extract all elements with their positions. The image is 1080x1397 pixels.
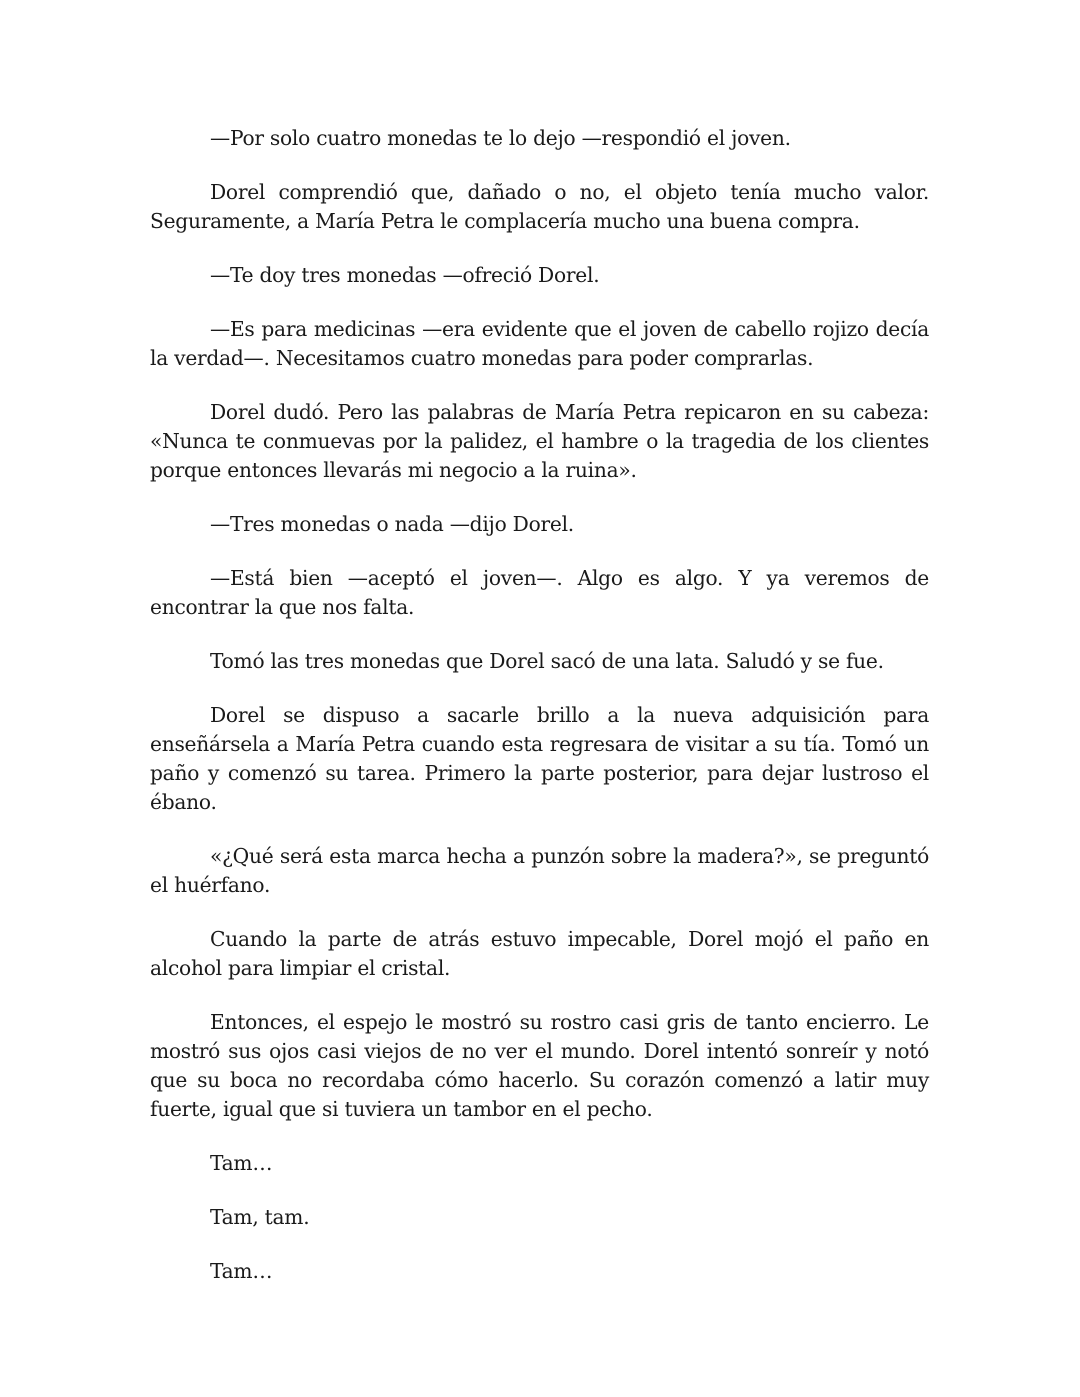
paragraph: Tam… [210,1259,273,1283]
paragraph: Entonces, el espejo le mostró su rostro casi gris de tanto encierro. Le mostró sus ojos casi viejos de no ver el mundo. Dorel intentó sonreír y notó que su boca no recordaba cómo hacerlo. Su corazón comenzó a latir muy fuerte, igual que si tuviera un tambor en el pecho. [150,1010,929,1121]
paragraph: Cuando la parte de atrás estuvo impecable, Dorel mojó el paño en alcohol para limpiar el cristal. [150,927,929,980]
paragraph: —Te doy tres monedas —ofreció Dorel. [210,263,600,287]
paragraph: —Tres monedas o nada —dijo Dorel. [210,512,574,536]
paragraph: Tomó las tres monedas que Dorel sacó de una lata. Saludó y se fue. [210,649,884,673]
paragraph: —Está bien —aceptó el joven—. Algo es algo. Y ya veremos de encontrar la que nos falta. [150,566,929,619]
paragraph: «¿Qué será esta marca hecha a punzón sobre la madera?», se preguntó el huérfano. [150,844,929,897]
paragraph: —Por solo cuatro monedas te lo dejo —respondió el joven. [210,126,791,150]
paragraph: Tam, tam. [210,1205,310,1229]
paragraph: Dorel se dispuso a sacarle brillo a la nueva adquisición para enseñársela a María Petra cuando esta regresara de visitar a su tía. Tomó un paño y comenzó su tarea. Primero la parte posterior, para dejar lustroso el ébano. [150,703,929,814]
paragraph: Dorel comprendió que, dañado o no, el objeto tenía mucho valor. Seguramente, a María Petra le complacería mucho una buena compra. [150,180,929,233]
paragraph: Dorel dudó. Pero las palabras de María Petra repicaron en su cabeza: «Nunca te conmuevas por la palidez, el hambre o la tragedia de los clientes porque entonces llevarás mi negocio a la ruina». [150,400,929,482]
document-body [150,124,929,1311]
paragraph: Tam… [210,1151,273,1175]
paragraph: —Es para medicinas —era evidente que el joven de cabello rojizo decía la verdad—. Necesitamos cuatro monedas para poder comprarlas. [150,317,929,370]
